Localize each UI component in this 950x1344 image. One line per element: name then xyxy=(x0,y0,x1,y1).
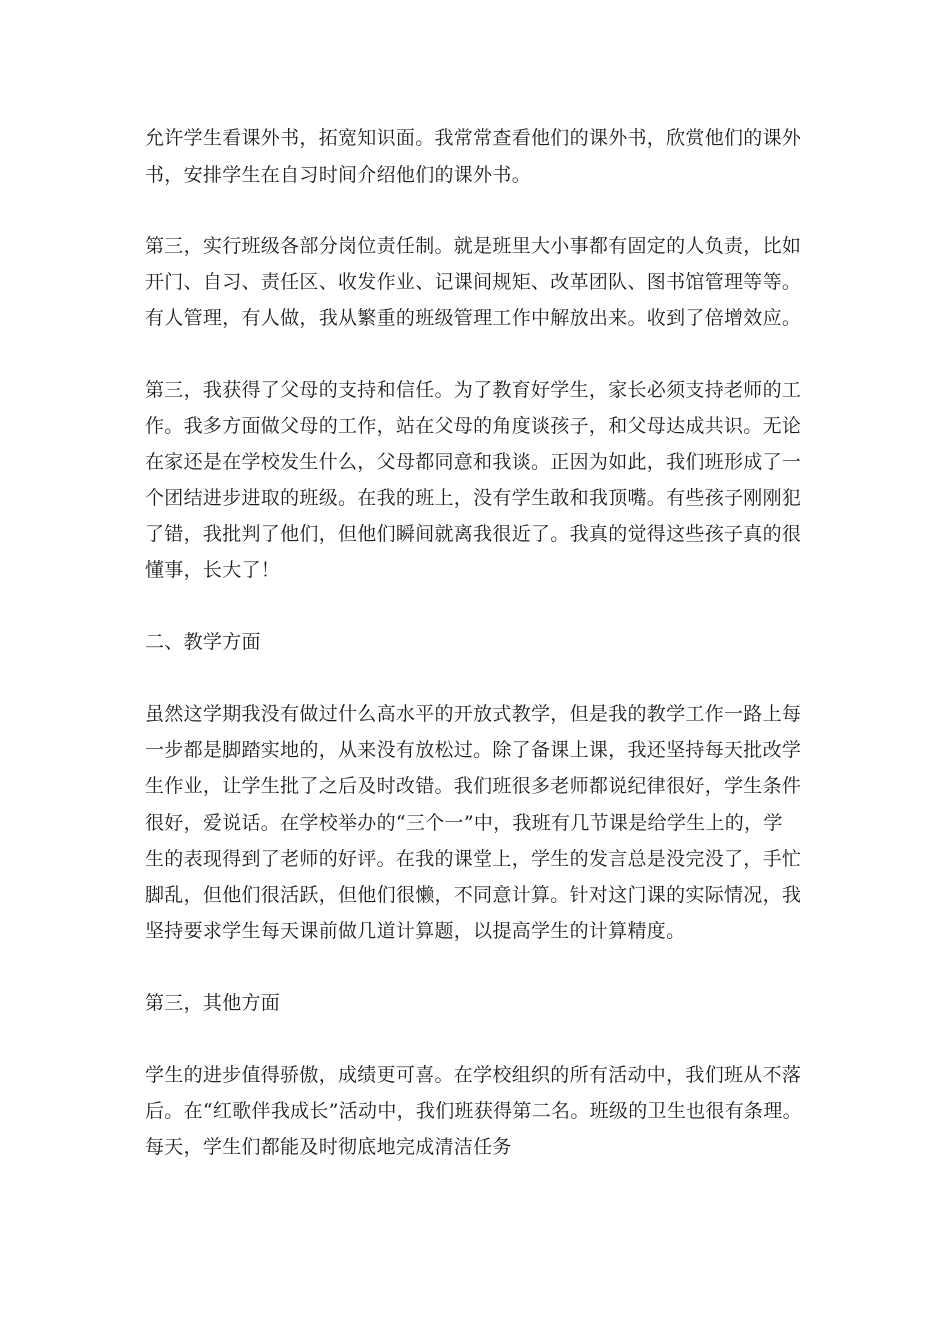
text-line: 学生的进步值得骄傲，成绩更可喜。在学校组织的所有活动中，我们班从不落 xyxy=(145,1064,802,1086)
text-line: 有人管理，有人做，我从繁重的班级管理工作中解放出来。收到了倍增效应。 xyxy=(145,307,802,329)
text-line: 脚乱，但他们很活跃，但他们很懒，不同意计算。针对这门课的实际情况，我 xyxy=(145,884,802,906)
text-line: 生的表现得到了老师的好评。在我的课堂上，学生的发言总是没完没了，手忙 xyxy=(145,848,802,870)
text-line: 虽然这学期我没有做过什么高水平的开放式教学，但是我的教学工作一路上每 xyxy=(145,703,802,725)
text-line: 个团结进步进取的班级。在我的班上，没有学生敢和我顶嘴。有些孩子刚刚犯 xyxy=(145,487,802,509)
section-heading: 第三，其他方面 xyxy=(145,992,281,1014)
text-line: 很好，爱说话。在学校举办的“三个一”中，我班有几节课是给学生上的，学 xyxy=(145,812,783,834)
text-line: 允许学生看课外书，拓宽知识面。我常常查看他们的课外书，欣赏他们的课外 xyxy=(145,127,802,149)
text-line: 懂事，长大了！ xyxy=(145,559,281,581)
text-line: 第三，我获得了父母的支持和信任。为了教育好学生，家长必须支持老师的工 xyxy=(145,379,802,401)
text-line: 每天，学生们都能及时彻底地完成清洁任务 xyxy=(145,1136,512,1158)
section-heading: 二、教学方面 xyxy=(145,631,261,653)
text-line: 第三，实行班级各部分岗位责任制。就是班里大小事都有固定的人负责，比如 xyxy=(145,235,802,257)
text-line: 生作业，让学生批了之后及时改错。我们班很多老师都说纪律很好，学生条件 xyxy=(145,775,802,797)
text-line: 一步都是脚踏实地的，从来没有放松过。除了备课上课，我还坚持每天批改学 xyxy=(145,739,802,761)
text-line: 开门、自习、责任区、收发作业、记课间规矩、改革团队、图书馆管理等等。 xyxy=(145,271,802,293)
text-line: 后。在“红歌伴我成长”活动中，我们班获得第二名。班级的卫生也很有条理。 xyxy=(145,1100,802,1122)
text-line: 了错，我批判了他们，但他们瞬间就离我很近了。我真的觉得这些孩子真的很 xyxy=(145,523,802,545)
text-line: 在家还是在学校发生什么，父母都同意和我谈。正因为如此，我们班形成了一 xyxy=(145,451,802,473)
text-line: 坚持要求学生每天课前做几道计算题，以提高学生的计算精度。 xyxy=(145,920,686,942)
text-line: 作。我多方面做父母的工作，站在父母的角度谈孩子，和父母达成共识。无论 xyxy=(145,415,802,437)
text-line: 书，安排学生在自习时间介绍他们的课外书。 xyxy=(145,164,532,186)
